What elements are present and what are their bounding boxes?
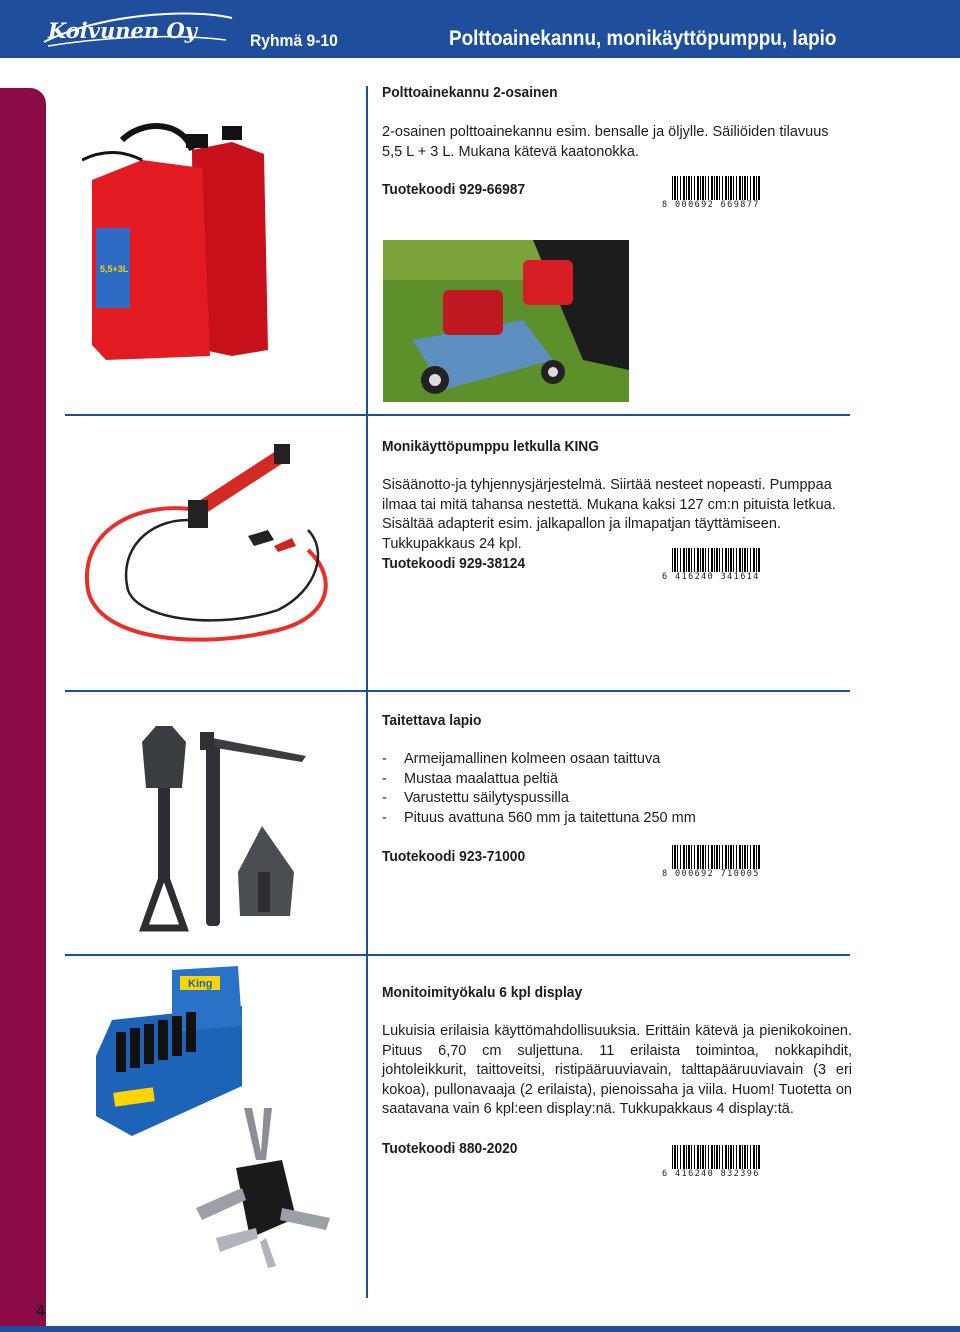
barcode-number: 8 000692 710005 xyxy=(662,869,760,879)
product-title-fuel-can: Polttoainekannu 2-osainen xyxy=(382,84,558,101)
page-header xyxy=(0,0,960,58)
can-label-text: 5,5+3L xyxy=(100,264,129,274)
product-features-shovel xyxy=(382,750,852,828)
company-logo xyxy=(40,6,236,52)
feature-item: - Varustettu säilytyspussilla xyxy=(382,789,852,809)
product-description-fuel-can: 2-osainen polttoainekannu esim. bensalle ja öljylle. Säiliöiden tilavuus 5,5 L + 3 L. Mukana kätevä kaatonokka. xyxy=(382,124,829,160)
product-title-shovel: Taitettava lapio xyxy=(382,712,482,729)
feature-item: - Armeijamallinen kolmeen osaan taittuva xyxy=(382,750,852,770)
lawnmower-photo xyxy=(383,240,629,402)
product-code-fuel-can: Tuotekoodi 929-66987 xyxy=(382,181,526,198)
logo-text: Koivunen Oy xyxy=(48,18,197,43)
feature-item: - Pituus avattuna 560 mm ja taitettuna 250 mm xyxy=(382,809,852,829)
pump-image xyxy=(78,440,340,650)
barcode-pump xyxy=(662,548,760,584)
barcode-number: 6 416240 832396 xyxy=(662,1169,760,1179)
multitool-image xyxy=(186,1108,332,1268)
section-divider xyxy=(65,954,850,956)
feature-item: - Mustaa maalattua peltiä xyxy=(382,770,852,790)
barcode-bars xyxy=(672,548,760,572)
barcode-bars xyxy=(672,1145,760,1169)
group-label: Ryhmä 9-10 xyxy=(250,31,338,50)
barcode-number: 8 000692 669877 xyxy=(662,200,760,210)
display-brand-top: King xyxy=(188,978,213,990)
product-description-multitool: Lukuisia erilaisia käyttömahdollisuuksia. Erittäin kätevä ja pienikokoinen. Pituus 6,70 cm suljettuna. 11 erilaista toimintoa, nokkapihdit, johtoleikkurit, taittoveitsi, ristipääruuviavain, talttapääruuviavain (3 eri kokoa), pullonavaaja (2 erilaista), pienoissaha ja viila. Huom! Tuotetta on saatavana vain 6 kpl:een display:nä. Tukkupakkaus 4 display:tä. xyxy=(382,1023,852,1117)
feature-list xyxy=(382,750,852,828)
barcode-fuel-can xyxy=(662,176,760,212)
page-title: Polttoainekannu, monikäyttöpumppu, lapio xyxy=(449,27,837,50)
barcode-shovel xyxy=(662,845,760,881)
product-code-pump: Tuotekoodi 929-38124 xyxy=(382,555,526,572)
product-description-pump: Sisäänotto-ja tyhjennysjärjestelmä. Siirtää nesteet nopeasti. Pumppaa ilmaa tai mitä tahansa nestettä. Mukana kaksi 127 cm:n pituista letkua. Sisältää adapterit esim. jalkapallon ja ilmapatjan täyttämiseen. Tukkupakkaus 24 kpl. xyxy=(382,477,836,552)
page-number: 4 xyxy=(36,1303,45,1320)
section-divider xyxy=(65,414,850,416)
barcode-bars xyxy=(672,176,760,200)
fuel-can-image xyxy=(82,120,282,365)
section-divider xyxy=(65,690,850,692)
product-code-multitool: Tuotekoodi 880-2020 xyxy=(382,1140,518,1157)
barcode-multitool xyxy=(662,1145,760,1181)
barcode-number: 6 416240 341614 xyxy=(662,572,760,582)
footer-bar xyxy=(0,1326,960,1332)
product-title-multitool: Monitoimityökalu 6 kpl display xyxy=(382,984,583,1001)
product-code-shovel: Tuotekoodi 923-71000 xyxy=(382,848,526,865)
barcode-bars xyxy=(672,845,760,869)
product-title-pump: Monikäyttöpumppu letkulla KING xyxy=(382,438,599,455)
folding-shovel-image xyxy=(128,722,310,936)
